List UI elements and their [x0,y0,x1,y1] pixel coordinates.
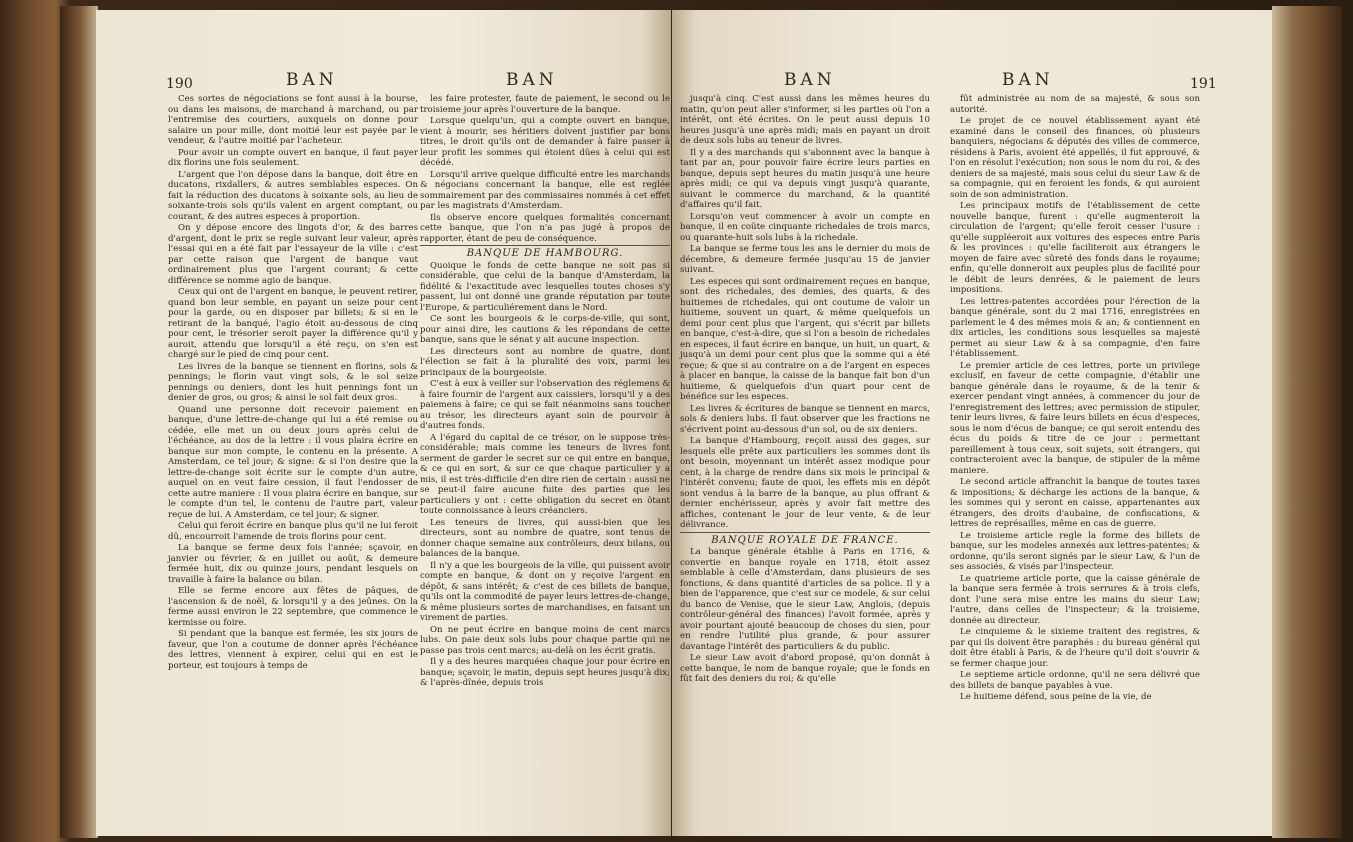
section-title-hambourg: BANQUE DE HAMBOURG. [466,248,624,259]
paragraph: Le premier article de ces lettres, porte un privilege exclusif, en faveur de cette compagnie, d'établir une banque générale dans le royaume, & de la tenir & exercer pendant vingt années, à commencer du jour de l'enregistrement des lettres; avec permission de stipuler, tenir leurs livres, & faire leurs billets en écus d'especes, sous le nom d'écus de banque; ce qui seroit entendu des écus du poids & titre de ce jour : permettant pareillement à tous ceux, soit sujets, soit étrangers, qui contracteroient avec la banque, de stipuler de la même maniere. [950,360,1200,476]
paragraph: L'argent que l'on dépose dans la banque, doit être en ducatons, rixdallers, & autres semblables especes. On fait la réduction des ducatons à soixante sols, au lieu de soixante-trois sols qu'ils valent en argent comptant, ou courant, & des autres especes à proportion. [168,169,418,222]
paragraph: Les lettres-patentes accordées pour l'érection de la banque générale, sont du 2 mai 1716, enregistrées en parlement le 4 des mêmes mois & an; & contiennent en dix articles, les conditions sous lesquelles sa majesté permet au sieur Law & à sa compagnie, d'en faire l'établissement. [950,296,1200,359]
paragraph: La banque se ferme tous les ans le dernier du mois de décembre, & demeure fermée jusqu'au 15 de janvier suivant. [680,244,930,275]
paragraph: La banque se ferme deux fois l'année; sçavoir, en janvier ou février, & en juillet ou août, & demeure fermée huit, dix ou quinze jours, pendant lesquels on travaille à faire la balance ou bilan. [168,543,418,585]
paragraph: Il y a des heures marquées chaque jour pour écrire en banque; sçavoir, le matin, depuis sept heures jusqu'à dix; & l'après-dînée, depuis trois [420,657,670,688]
paragraph: On ne peut écrire en banque moins de cent marcs lubs. On paie deux sols lubs pour chaque partie qui ne passe pas trois cent marcs; au-delà on les écrit gratis. [420,624,670,656]
right-page-column-2 [950,94,1200,704]
paragraph: Il y a des marchands qui s'abonnent avec la banque à tant par an, pour pouvoir faire écrire leurs parties en banque, depuis sept heures du matin jusqu'à une heure après midi; ce qui va depuis vingt jusqu'à quarante, suivant le commerce du marchand, & la quantité d'affaires qu'il fait. [680,147,930,210]
paragraph: les faire protester, faute de paiement, le second ou le troisieme jour après l'ouverture de la banque. [420,94,670,115]
paragraph: Le second article affranchit la banque de toutes taxes & impositions; & décharge les actions de la banque, & les sommes qui y seront en caisse, appartenantes aux étrangers, des droits d'aubaine, de confiscations, & lettres de représailles, même en cas de guerre. [950,477,1200,529]
left-page-column-2 [420,94,670,690]
paragraph: fût administrée au nom de sa majesté, & sous son autorité. [950,94,1200,115]
paragraph: Ils observe encore quelques formalités concernant cette banque, que l'on n'a pas jugé à propos de rapporter, étant de peu de conséquence. [420,212,670,244]
section-rule [420,245,670,246]
paragraph: Le quatrieme article porte, que la caisse générale de la banque sera fermée à trois serrures & à trois clefs, dont l'une sera mise entre les mains du sieur Law; l'autre, dans celles de l'inspecteur; & la troisieme, donnée au directeur. [950,573,1200,626]
paragraph: C'est à eux à veiller sur l'observation des réglemens & à faire fournir de l'argent aux caissiers, lorsqu'il y a des paiemens à faire; ce qui se fait néanmoins sans toucher au trésor, les directeurs ayant soin de pourvoir à d'autres fonds. [420,379,670,431]
paragraph: jusqu'à cinq. C'est aussi dans les mêmes heures du matin, qu'on peut aller s'informer, si les parties où l'on a intérêt, ont été écrites. On le peut aussi depuis 10 heures jusqu'à une après midi; mais en payant un droit de deux sols lubs au teneur de livres. [680,94,930,146]
paragraph: La banque générale établie à Paris en 1716, & convertie en banque royale en 1718, étoit assez semblable à celle d'Amsterdam, dans plusieurs de ses fonctions, & dans quantité d'articles de sa police. Il y a bien de l'apparence, que c'est sur ce modele, & sur celui du banco de Venise, que le sieur Law, Anglois, (depuis contrôleur-général des finances) l'avoit formée, après y avoir pourtant ajouté beaucoup de choses du sien, pour en rendre l'utilité plus grande, & pour assurer davantage l'intérêt des particuliers & du public. [680,547,930,652]
paragraph: Le troisieme article regle la forme des billets de banque, sur les modeles annexés aux lettres-patentes; & ordonne, qu'ils seront signés par le sieur Law, & l'un de ses associés, & visés par l'inspecteur. [950,530,1200,572]
paragraph: Elle se ferme encore aux fêtes de pâques, de l'ascension & de noël, & lorsqu'il y a des jeûnes. On la ferme aussi environ le 22 septembre, que commence le kermisse ou foire. [168,586,418,628]
paragraph: Lorsqu'il arrive quelque difficulté entre les marchands & négocians concernant la banque, elle est reglée sommairement par des commissaires nommés à cet effet par les magistrats d'Amsterdam. [420,169,670,211]
paragraph: Pour avoir un compte ouvert en banque, il faut payer dix florins une fois seulement. [168,147,418,168]
paragraph: Il n'y a que les bourgeois de la ville, qui puissent avoir compte en banque, & dont on y reçoive l'argent en dépôt, & sans intérêt; & c'est de ces billets de banque, qu'ils ont la commodité de payer leurs lettres-de-change, & même plusieurs sortes de marchandises, en faisant un virement de parties. [420,560,670,623]
paragraph: Les teneurs de livres, qui aussi-bien que les directeurs, sont au nombre de quatre, sont tenus de donner chaque semaine aux contrôleurs, deux bilans, ou balances de la banque. [420,517,670,559]
paragraph: Le projet de ce nouvel établissement ayant été examiné dans le conseil des finances, où plusieurs banquiers, négocians & députés des villes de commerce, résidens à Paris, avoient été appellés, il fut approuvé, & l'on en résolut l'exécution; non sous le nom du roi, & des deniers de sa majesté, mais sous celui du sieur Law & de sa compagnie, qui en feroient les fonds, & qui auroient soin de son administration. [950,116,1200,200]
paragraph: Celui qui feroit écrire en banque plus qu'il ne lui feroit dû, encourroit l'amende de trois florins pour cent. [168,521,418,542]
left-page-column-1 [168,94,418,672]
right-page-column-1 [680,94,930,686]
running-header-left-2: BAN [506,70,558,90]
paragraph: Lorsque quelqu'un, qui a compte ouvert en banque, vient à mourir, ses héritiers doivent justifier par bons titres, le droit qu'ils ont de demander à faire passer à leur profit les sommes qui étoient dûes à celui qui est décédé. [420,116,670,168]
page-number-right: 191 [1190,76,1217,92]
section-title-france: BANQUE ROYALE DE FRANCE. [711,534,899,546]
paragraph: Ces sortes de négociations se font aussi à la bourse, ou dans les maisons, de marchand à marchand, ou par l'entremise des courtiers, auxquels on donne pour salaire un pour mille, dont moitié leur est payée par le vendeur, & l'autre moitié par l'acheteur. [168,94,418,146]
page-number-left: 190 [166,76,193,92]
running-header-right-2: BAN [1002,70,1054,90]
paragraph: Si pendant que la banque est fermée, les six jours de faveur, que l'on a coutume de donner après l'échéance des lettres, viennent à expirer, celui qui en est le porteur, est toujours à temps de [168,629,418,671]
paragraph: Le sieur Law avoit d'abord proposé, qu'on donnât à cette banque, le nom de banque royale; que le fonds en fût fait des deniers du roi; & qu'elle [680,653,930,684]
paragraph: Quand une personne doit recevoir paiement en banque, d'une lettre-de-change qui lui a été remise ou cédée, elle met un ou deux jours après celui de l'échéance, au dos de la lettre : il vous plaira écrire en banque sur mon compte, le contenu en la présente. A Amsterdam, ce tel jour; & signe: & si l'on desire que la lettre-de-change soit écrite sur le compte d'un autre, auquel on en veut faire cession, il faut l'endosser de cette autre maniere : Il vous plaira écrire en banque, sur le compte d'un tel, le contenu de l'autre part, valeur reçue de lui. A Amsterdam, ce tel jour; & signer. [168,404,418,520]
paragraph: Lorsqu'on veut commencer à avoir un compte en banque, il en coûte cinquante richedales de trois marcs, ou quarante-huit sols lubs à la richedale. [680,211,930,243]
paragraph: Les livres & écritures de banque se tiennent en marcs, sols & deniers lubs. Il faut observer que les fractions ne s'écrivent point au-dessous d'un sol, ou de six deniers. [680,403,930,435]
paragraph: Quoique le fonds de cette banque ne soit pas si considérable, que celui de la banque d'Amsterdam, la fidélité & l'exactitude avec lesquelles toutes choses s'y passent, lui ont donné une grande réputation par toute l'Europe, & particuliérement dans le Nord. [420,260,670,313]
paragraph: Les principaux motifs de l'établissement de cette nouvelle banque, furent : qu'elle augmenteroit la circulation de l'argent; qu'elle feroit cesser l'usure : qu'elle suppléeroit aux voitures des especes entre Paris & les provinces : qu'elle faciliteroit aux étrangers le moyen de faire avec sûreté des fonds dans le royaume; enfin, qu'elle donneroit aux peuples plus de facilité pour le débit de leurs denrées, & le paiement de leurs impositions. [950,201,1200,295]
section-rule [680,532,930,533]
book-right-edge [1272,6,1342,838]
book-left-edge [60,6,98,838]
paragraph: Les especes qui sont ordinairement reçues en banque, sont des richedales, des demies, des quarts, & des huitiemes de richedales, qui ont coutume de valoir un huitieme, souvent un quart, & même quelquefois un demi pour cent plus que l'argent, qui s'écrit par billets en banque, c'est-à-dire, que si l'on a besoin de richedales en especes, il faut écrire en banque, un huit, un quart, & jusqu'à un demi pour cent plus que la somme qui a été reçue; & que si au contraire on a de l'argent en especes à placer en banque, la caisse de la banque fait bon d'un huitieme, & quelquefois d'un quart pour cent de bénéfice sur les especes. [680,276,930,402]
left-page [96,10,671,836]
right-page [672,10,1272,836]
paragraph: Le cinquieme & le sixieme traitent des registres, & par qui ils doivent être paraphés : du bureau général qui doit être établi à Paris, & de l'heure qu'il doit s'ouvrir & se fermer chaque jour. [950,627,1200,669]
paragraph: Les livres de la banque se tiennent en florins, sols & pennings; le florin vaut vingt sols, & le sol seize pennings ou deniers, dont les huit pennings font un denier de gros, ou gros; & ainsi le sol fait deux gros. [168,361,418,403]
paragraph: Le huitieme défend, sous peine de la vie, de [960,692,1152,702]
paragraph: Les directeurs sont au nombre de quatre, dont l'élection se fait à la pluralité des voix, parmi les principaux de la bourgeoisie. [420,346,670,378]
paragraph: Ce sont les bourgeois & le corps-de-ville, qui sont, pour ainsi dire, les cautions & les répondans de cette banque, sans que le sénat y ait aucune inspection. [420,314,670,345]
running-header-left-1: BAN [286,70,338,90]
paragraph: Le septieme article ordonne, qu'il ne sera délivré que des billets de banque payables à vue. [950,670,1200,691]
paragraph: On y dépose encore des lingots d'or, & des barres d'argent, dont le prix se regle suivant leur valeur, après l'essai qui en a été fait par l'essayeur de la ville : c'est par cette raison que l'argent de banque vaut ordinairement plus que l'argent courant; & cette différence se nomme agio de banque. [168,223,418,286]
running-header-right-1: BAN [784,70,836,90]
paragraph: Ceux qui ont de l'argent en banque, le peuvent retirer, quand bon leur semble, en payant un seize pour cent pour la garde, ou en disposer par billets; & si en le retirant de la banqué, l'agio étoit au-dessous de cinq pour cent, le trésorier seroit payer la différence qu'il y auroit, attendu que lorsqu'il a été reçu, on s'en est chargé sur le pied de cinq pour cent. [168,287,418,360]
paragraph: A l'égard du capital de ce trésor, on le suppose très-considérable; mais comme les teneurs de livres font serment de garder le secret sur ce qui entre en banque, & ce qui en sort, & sur ce que chaque particulier y a mis, il est très-difficile d'en dire rien de certain : aussi ne se peut-il faire aucune fuite des parties que les particuliers y ont : cette obligation du secret en ôtant toute connoissance à leurs créanciers. [420,432,670,516]
paragraph: La banque d'Hambourg, reçoit aussi des gages, sur lesquels elle prête aux particuliers les sommes dont ils ont besoin, moyennant un intérêt assez modique pour cent, à la charge de rendre dans six mois le principal & l'intérêt convenu; faute de quoi, les effets mis en dépôt sont vendus à la barre de la banque, au plus offrant & dernier enchérisseur, après y avoir fait mettre des affiches, contenant le jour de leur vente, & de leur délivrance. [680,436,930,530]
